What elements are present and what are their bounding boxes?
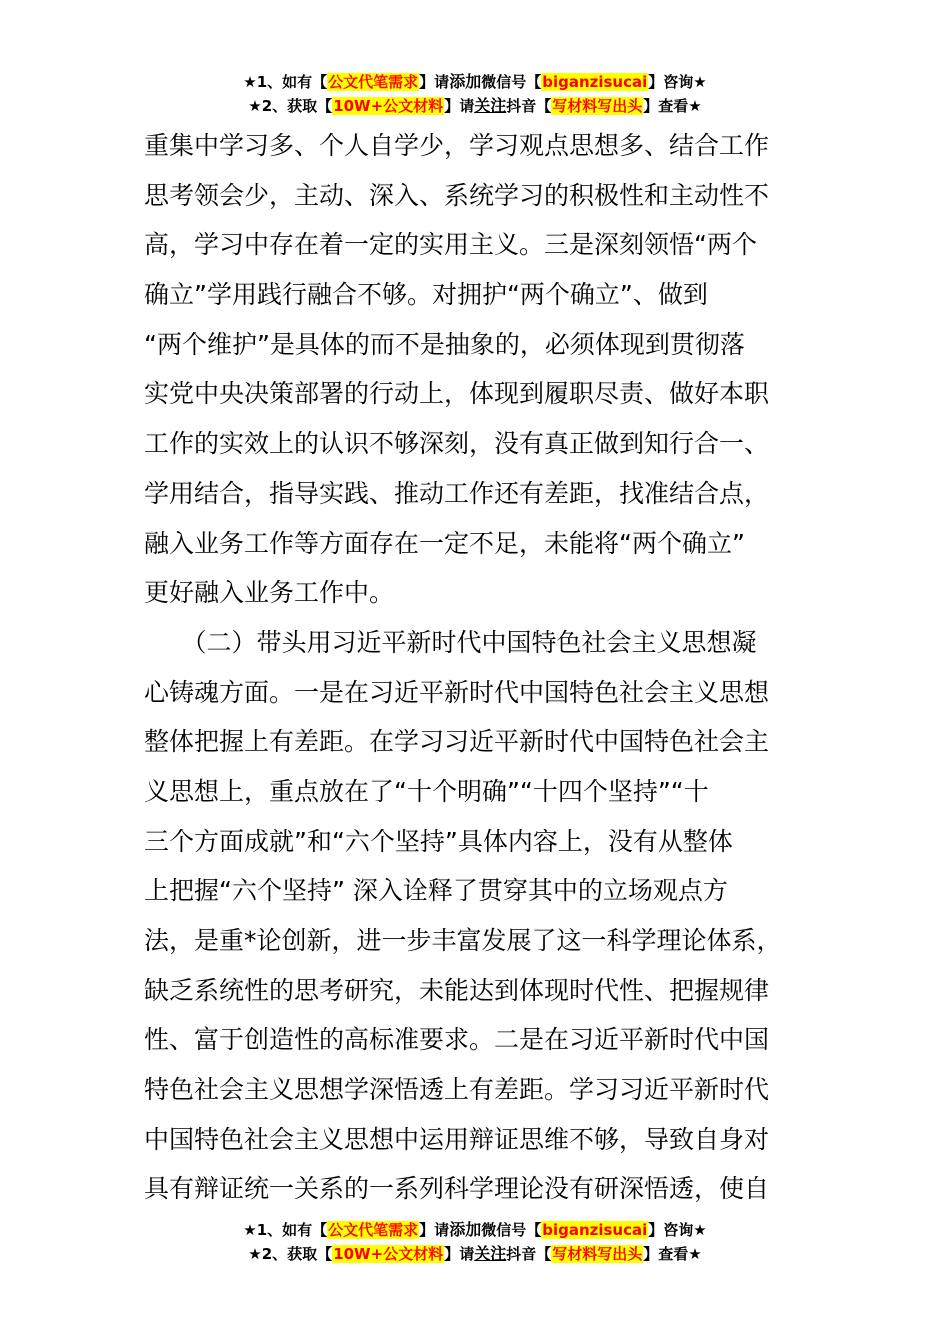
footer-line-1-mid2: 微信号【 — [481, 1221, 542, 1239]
text-line: “两个维护”是具体的而不是抽象的，必须体现到贯彻落 — [144, 329, 745, 359]
banner-line-2-mid: 】请 — [444, 97, 475, 115]
text-line: 上把握“六个坚持” 深入诠释了贯穿其中的立场观点方 — [144, 876, 728, 906]
banner-highlight-wechat-id: biganzisucai — [542, 73, 648, 91]
banner-line-1 — [0, 70, 950, 94]
text-line: 融入业务工作等方面存在一定不足，未能将“两个确立” — [144, 528, 745, 558]
text-line: 工作的实效上的认识不够深刻，没有真正做到知行合一、 — [144, 429, 770, 459]
banner-highlight-service: 公文代笔需求 — [328, 73, 419, 91]
text-line: 三个方面成就”和“六个坚持”具体内容上，没有从整体 — [144, 826, 733, 856]
text-line: 法，是重*论创新，进一步丰富发展了这一科学理论体系， — [144, 926, 782, 955]
footer-banner-line-2 — [0, 1242, 950, 1266]
banner-line-1-mid2: 微信号【 — [481, 73, 542, 91]
text-line: 心铸魂方面。一是在习近平新时代中国特色社会主义思想 — [144, 677, 770, 707]
footer-line-2-emph: 关注 — [474, 1244, 507, 1263]
text-line: 重集中学习多、个人自学少，学习观点思想多、结合工作 — [144, 131, 770, 160]
banner-line-1-emph: 添加 — [449, 72, 482, 91]
footer-line-1-mid: 】请 — [419, 1221, 450, 1239]
text-line: 缺乏系统性的思考研究，未能达到体现时代性、把握规律 — [144, 975, 770, 1005]
banner-line-2-suffix: 】查看★ — [643, 97, 702, 115]
footer-line-2-mid2: 抖音【 — [506, 1245, 552, 1263]
text-line: 性、富于创造性的高标准要求。二是在习近平新时代中国 — [144, 1025, 770, 1055]
footer-highlight-douyin-account: 写材料写出头 — [552, 1245, 643, 1263]
text-line: 特色社会主义思想学深悟透上有差距。学习习近平新时代 — [144, 1075, 770, 1105]
footer-line-1-suffix: 】咨询★ — [648, 1221, 707, 1239]
banner-line-1-mid: 】请 — [419, 73, 450, 91]
text-line: 思考领会少，主动、深入、系统学习的积极性和主动性不 — [144, 180, 770, 210]
footer-highlight-materials: 10W+公文材料 — [333, 1245, 444, 1263]
footer-line-1-prefix: ★1、如有【 — [243, 1221, 328, 1239]
banner-line-1-prefix: ★1、如有【 — [243, 73, 328, 91]
document-body — [144, 121, 809, 1214]
footer-line-1-emph: 添加 — [449, 1220, 482, 1239]
text-line: 高，学习中存在着一定的实用主义。三是深刻领悟“两个 — [144, 230, 757, 260]
banner-line-2-emph: 关注 — [474, 96, 507, 115]
banner-line-2-mid2: 抖音【 — [506, 97, 552, 115]
footer-line-2-suffix: 】查看★ — [643, 1245, 702, 1263]
text-line: 更好融入业务工作中。 — [144, 578, 395, 608]
header-banner — [0, 70, 950, 118]
footer-line-2-mid: 】请 — [444, 1245, 475, 1263]
footer-line-2-prefix: ★2、获取【 — [248, 1245, 333, 1263]
footer-banner — [0, 1218, 950, 1266]
footer-banner-line-1 — [0, 1218, 950, 1242]
banner-line-1-suffix: 】咨询★ — [648, 73, 707, 91]
text-line: 具有辩证统一关系的一系列科学理论没有研深悟透，使自 — [144, 1174, 770, 1204]
text-line: 确立”学用践行融合不够。对拥护“两个确立”、做到 — [144, 280, 708, 310]
banner-highlight-douyin-account: 写材料写出头 — [552, 97, 643, 115]
footer-highlight-service: 公文代笔需求 — [328, 1221, 419, 1239]
text-line: 整体把握上有差距。在学习习近平新时代中国特色社会主 — [144, 727, 770, 757]
footer-highlight-wechat-id: biganzisucai — [542, 1221, 648, 1239]
text-line: 学用结合，指导实践、推动工作还有差距，找准结合点， — [144, 478, 770, 508]
text-line: 义思想上，重点放在了“十个明确”“十四个坚持”“十 — [144, 776, 709, 806]
banner-highlight-materials: 10W+公文材料 — [333, 97, 444, 115]
banner-line-2 — [0, 94, 950, 118]
banner-line-2-prefix: ★2、获取【 — [248, 97, 333, 115]
section-heading-line: （二）带头用习近平新时代中国特色社会主义思想凝 — [144, 627, 757, 657]
text-line: 实党中央决策部署的行动上，体现到履职尽责、做好本职 — [144, 379, 770, 409]
text-line: 中国特色社会主义思想中运用辩证思维不够，导致自身对 — [144, 1124, 770, 1154]
